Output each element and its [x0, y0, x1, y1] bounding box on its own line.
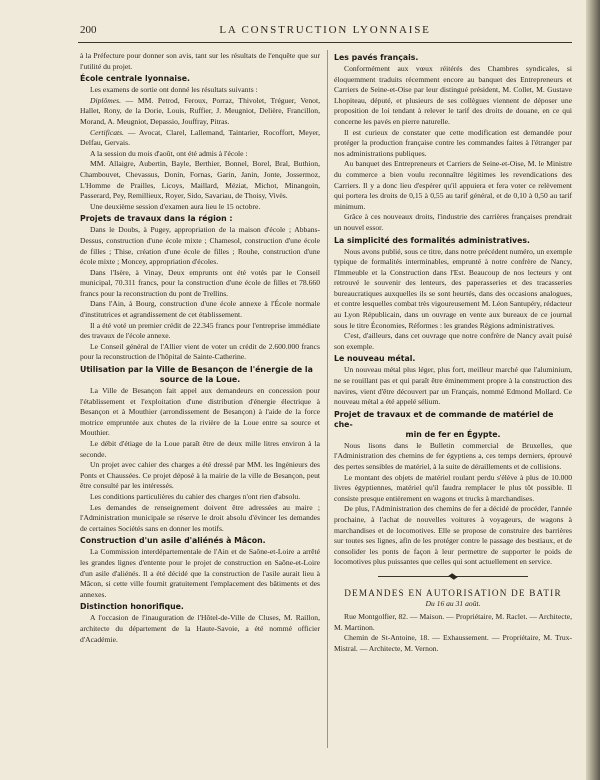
section-heading-text: Construction d'un asile d'aliénés à Mâcon.: [80, 536, 266, 546]
paragraph-text: De plus, l'Administration des chemins de fer a décidé de procéder, l'année prochaine, à l'achat de nouvelles voitures à voyageurs, de wagons à marchandises et de locomotives. Elle se propose de construire des barrières sur toutes ses lignes, afin de les protéger contre le passage des bestiaux, et de consolider les ponts de façon à leur permettre de supporter le poids de locomotives plus puissantes que celles qui sont actuellement en service.: [334, 504, 572, 567]
section-heading: [80, 214, 320, 224]
paragraph: [80, 460, 320, 492]
right-column: [334, 51, 572, 655]
paragraph-text: Il a été voté un premier crédit de 22.345 francs pour l'entreprise immédiate des travaux de l'école annexe.: [80, 320, 320, 341]
book-spine: [586, 0, 600, 780]
paragraph-text: Dans l'Isère, à Vinay, Deux emprunts ont été votés par le Conseil municipal, 70.311 francs, pour la construction d'une école de filles et 78.660 francs pour la reconstruction du pont de Trellins.: [80, 267, 320, 298]
paragraph-text: La Commission interdépartementale de l'Ain et de Saône-et-Loire a arrêté les grandes lignes d'entente pour le projet de construction en Saône-et-Loire d'un asile d'aliénés. Il a été décidé que la construction de l'asile aurait lieu à Mâcon, si cette ville fournit gratuitement l'emplacement des bâtiments et des annexes.: [80, 547, 320, 599]
section-heading: [334, 53, 572, 63]
paragraph-text: Grâce à ces nouveaux droits, l'industrie des carrières françaises prendrait un nouvel essor.: [334, 212, 572, 232]
paragraph: [334, 331, 572, 352]
page-number: 200: [80, 24, 97, 36]
demandes-date: Du 16 au 31 août.: [425, 598, 481, 608]
ornament-divider: [378, 573, 528, 580]
paragraph-lead: Certificats.: [90, 127, 124, 137]
paragraph: [80, 149, 320, 160]
paragraph: [334, 504, 572, 568]
section-heading: [80, 74, 320, 84]
section-heading: [334, 354, 572, 364]
paragraph: [334, 128, 572, 160]
paragraph-text: Un projet avec cahier des charges a été dressé par MM. les Ingénieurs des Ponts et Chaussées. Ce projet déposé à la mairie de la ville de Besançon, peut être consulté par les intéressés.: [80, 460, 320, 491]
demandes-title: DEMANDES EN AUTORISATION DE BATIR: [344, 587, 562, 598]
paragraph-text: MM. Allaigre, Aubertin, Bayle, Berthier, Bonnel, Borel, Bral, Buthion, Chambouvet, Chevassus, Donin, Fornas, Garin, Janin, Jonte, Jossermoz, L'Homme de Prailles, Licoys, Maillard, Méziat, Michot, Minangoin, Passerard, Pey, Remillieux, Royer, Sido, Savariau, de Thoisy, Vivès.: [80, 159, 320, 201]
section-heading: [334, 410, 572, 440]
paragraph: [80, 96, 320, 128]
paragraph: [80, 225, 320, 267]
paragraph: [80, 503, 320, 535]
paragraph: [80, 268, 320, 300]
section-heading: [80, 602, 320, 612]
paragraph-text: Un nouveau métal plus léger, plus fort, meilleur marché que l'aluminium, ne se rouillant pas et qui paraît être éminemment propre à la construction des navires, vient d'être découvert par un Français, nommé Edmond Mollard. Ce nouveau métal a été appelé sélium.: [334, 365, 572, 407]
paragraph: [80, 85, 320, 96]
demande-entry: Rue Montgolfier, 82. — Maison. — Propriétaire, M. Raclet. — Architecte, M. Martinon.: [334, 612, 572, 632]
paragraph-text: Le Conseil général de l'Allier vient de voter un crédit de 2.600.000 francs pour la reconstruction de l'hôpital de Sainte-Catherine.: [80, 341, 320, 362]
section-heading: [80, 365, 320, 385]
paragraph-text: Dans le Doubs, à Pugey, appropriation de la maison d'école ; Abbans-Dessus, construction d'une école mixte ; Chamesol, construction d'une école de filles ; Thise, création d'une école de filles ; Rouhe, construction d'une école mixte ; Moncey, appropriation d'écoles.: [80, 225, 320, 267]
section-heading-text: Le nouveau métal.: [334, 354, 416, 364]
section-heading-text: La simplicité des formalités administratives.: [334, 235, 530, 245]
section-heading-text: École centrale lyonnaise.: [80, 74, 190, 84]
left-column: [80, 51, 320, 645]
section-heading-text: Distinction honorifique.: [80, 602, 184, 612]
paragraph: [80, 439, 320, 460]
page-header: [78, 24, 572, 40]
paragraph-text: Conformément aux vœux réitérés des Chambres syndicales, si éloquemment traduits récemment encore au banquet des Entrepreneurs et Carriers de Seine-et-Oise par leur distingué président, M. Collet, M. Gustave Lhopiteau, député, et plusieurs de ses collègues viennent de déposer une proposition de loi tendant à relever le tarif des droits de douane, en ce qui concerne les pavés en pierre naturelle.: [334, 64, 572, 126]
section-heading-text: Projets de travaux dans la région :: [80, 214, 233, 224]
demande-entry: Chemin de St-Antoine, 18. — Exhaussement. — Propriétaire, M. Trux-Mistral. — Architecte, M. Vernon.: [334, 633, 572, 653]
paragraph: [334, 159, 572, 212]
section-heading-text: Utilisation par la Ville de Besançon de l'énergie de la: [80, 365, 313, 375]
paragraph-text: C'est, d'ailleurs, dans cet ouvrage que notre confrère de Nancy avait puisé son exemple.: [334, 331, 572, 351]
paragraph: [80, 321, 320, 342]
demandes-list: [334, 612, 572, 654]
paragraph-text: Les examens de sortie ont donné les résultats suivants :: [90, 85, 258, 95]
paragraph: [80, 613, 320, 645]
paragraph: [80, 492, 320, 503]
paragraph: [80, 386, 320, 439]
paragraph-text: Au banquet des Entrepreneurs et Carriers de Seine-et-Oise, M. le Ministre du commerce a bien voulu reconnaître légitimes les revendications des Carriers. Il y a donc lieu d'espérer qu'il appuiera et fera voter ce relèvement qui portera les droits de 0,15 à 0,55 au tarif général, et de 0,10 à 0,50 au tarif minimum.: [334, 159, 572, 211]
paragraph-text: Le débit d'étiage de la Loue paraît être de deux mille litres environ à la seconde.: [80, 439, 320, 459]
paragraph: [334, 441, 572, 473]
section-heading-line2: source de la Loue.: [159, 375, 241, 385]
paragraph: [334, 365, 572, 407]
column-separator: [327, 50, 328, 748]
paragraph-text: Les conditions particulières du cahier des charges n'ont rien d'absolu.: [90, 491, 301, 501]
paragraph-text: La Ville de Besançon fait appel aux demandeurs en concession pour l'établissement et l'exploitation d'une distribution d'énergie électrique à Besançon et à Mouthier (arrondissement de Besançon) à l'aide de la force motrice empruntée aux chutes de la rivière de la Loue entre sa source et Mouthier.: [80, 386, 320, 438]
paragraph-text: — Avocat, Clarel, Lallemand, Taintarier, Rocoffort, Meyer, Delfau, Gervais.: [80, 127, 320, 148]
paragraph-text: Il est curieux de constater que cette modification est demandée pour protéger la production française contre les commandes faites à l'étranger par nos administrations publiques.: [334, 127, 572, 158]
paragraph-text: A l'occasion de l'inauguration de l'Hôtel-de-Ville de Cluses, M. Raillon, architecte du département de la Haute-Savoie, a été nommé officier d'Académie.: [80, 613, 320, 644]
section-heading: [80, 536, 320, 546]
paragraph-text: Les demandes de renseignement doivent être adressées au maire ; l'Administration municipale se réserve le droit absolu d'évincer les demandes de certaines Sociétés sans en donner les motifs.: [80, 502, 320, 533]
paragraph: [80, 159, 320, 201]
paragraph: [80, 342, 320, 363]
section-heading-text: Projet de travaux et de commande de matériel de che-: [334, 409, 554, 429]
header-rule: [78, 42, 572, 43]
paragraph-text: Une deuxième session d'examen aura lieu le 15 octobre.: [90, 201, 261, 211]
paragraph-text: Dans l'Ain, à Bourg, construction d'une école annexe à l'École normale d'institutrices et agrandissement de cet établissement.: [80, 299, 320, 320]
paragraph: [80, 202, 320, 213]
paragraph: [80, 547, 320, 600]
paragraph: [334, 212, 572, 233]
paragraph: [334, 473, 572, 505]
paragraph: [80, 128, 320, 149]
paragraph-text: Nous avons publié, sous ce titre, dans notre précédent numéro, un exemple typique de formalités interminables, emprunté à notre confrère de Nancy, l'Immeuble et la Construction dans l'Est. Beaucoup de nos lecteurs y ont retrouvé le souvenir des lenteurs, des paperasseries et des tracasseries bureaucratiques auxquelles ils se sont heurtés, dans des occasions analogues, et contre lesquelles combat très vigoureusement M. Léon Santupéry, rédacteur au Lyon Républicain, dans un ouvrage en vente aux bureaux de ce journal sous le titre Économies, Réformes : les grandes Régions administratives.: [334, 246, 572, 330]
section-heading-text: Les pavés français.: [334, 53, 419, 62]
paragraph: [334, 247, 572, 332]
paragraph-lead: Diplômes.: [90, 95, 122, 105]
paragraph: [80, 299, 320, 320]
paragraph-text: Nous lisons dans le Bulletin commercial de Bruxelles, que l'Administration des chemins de fer égyptiens a, ces temps derniers, éprouvé des pertes sensibles de matériel, à la suite de déraillements et de collisions.: [334, 440, 572, 471]
journal-title: LA CONSTRUCTION LYONNAISE: [219, 24, 431, 36]
section-heading-line2: min de fer en Égypte.: [405, 429, 501, 439]
paragraph-text: — MM. Petrod, Feroux, Porraz, Thivolet, Tréguer, Venot, Hallet, Rony, de la Dorie, Louis, Ruffier, J. Meugniot, Delière, Francillon, Morand, A. Meugniot, Depassio, Jouffray, Pitras.: [80, 95, 320, 126]
paragraph: [80, 51, 320, 72]
paragraph-text: A la session du mois d'août, ont été admis à l'école :: [90, 148, 248, 158]
paragraph: [334, 64, 572, 128]
paragraph-text: Le montant des objets de matériel roulant perdu s'élève à plus de 10.000 livres égyptiennes, matériel qu'il faudra remplacer le plus tôt possible. Il consiste presque entièrement en wagons et trucks à marchandises.: [334, 472, 572, 503]
right-column-articles: [334, 53, 572, 568]
paragraph-text: à la Préfecture pour donner son avis, tant sur les résultats de l'enquête que sur l'utilité du projet.: [80, 51, 320, 71]
section-heading: [334, 236, 572, 246]
